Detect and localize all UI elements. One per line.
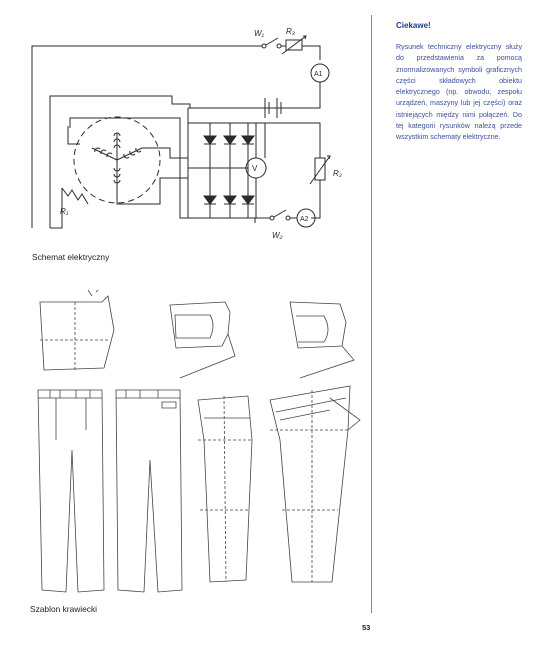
label-w1: W₁ xyxy=(254,29,265,38)
label-a1: A1 xyxy=(314,71,323,78)
label-r1: R₁ xyxy=(60,207,69,216)
sidebar-text: Rysunek techniczny elektryczny służy do przedstawienia za pomocą znormalizowanych symboli graficznych części składowych obiektu elektrycznego (np. obwodu, zespołu urządzeń, maszyny lub jej części) oraz istniejących między nimi połączeń. Do tej kategorii rysunków należą przede wszystkim schematy elektryczne. xyxy=(396,43,522,142)
label-r3: R₃ xyxy=(286,27,295,36)
sidebar-box xyxy=(396,21,522,144)
electrical-schematic xyxy=(20,18,365,248)
page-number: 53 xyxy=(362,623,371,632)
label-w2: W₂ xyxy=(272,231,283,240)
pattern-caption: Szablon krawiecki xyxy=(30,604,98,614)
column-divider xyxy=(371,15,372,613)
label-a2: A2 xyxy=(300,216,309,223)
sidebar-title: Ciekawe! xyxy=(396,21,431,30)
electrical-caption: Schemat elektryczny xyxy=(32,252,110,262)
label-v: V xyxy=(252,164,258,173)
tailoring-pattern xyxy=(30,290,365,600)
label-r2: R₂ xyxy=(333,169,342,178)
